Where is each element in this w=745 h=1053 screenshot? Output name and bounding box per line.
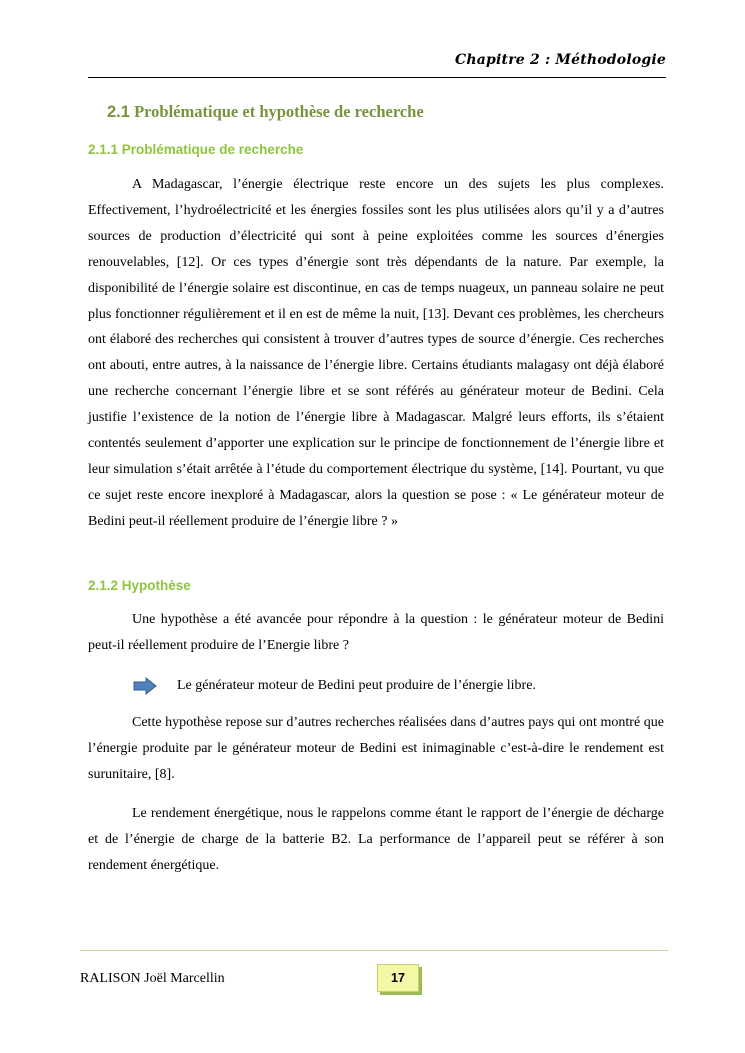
paragraph-hypothese-basis: Cette hypothèse repose sur d’autres recherches réalisées dans d’autres pays qui ont montré que l’énergie produite par le générateur moteur de Bedini est inimaginable c’est-à-dire le rendement est surunitaire, [8]. xyxy=(88,715,664,782)
hypothesis-bullet xyxy=(133,675,536,697)
running-header: Chapitre 2 : Méthodologie xyxy=(455,52,666,68)
section-heading xyxy=(107,102,424,122)
footer-author: RALISON Joël Marcellin xyxy=(80,971,225,986)
paragraph-rendement: Le rendement énergétique, nous le rappelons comme étant le rapport de l’énergie de décharge et de l’énergie de charge de la batterie B2. La performance de l’appareil peut se référer à son rendement énergétique. xyxy=(88,806,664,873)
header-rule xyxy=(88,77,666,78)
subsection-heading-hypothese: 2.1.2 Hypothèse xyxy=(88,578,191,593)
section-number: 2.1 xyxy=(107,103,130,121)
subsection-heading-problematique: 2.1.1 Problématique de recherche xyxy=(88,142,304,157)
paragraph-hypothese-intro: Une hypothèse a été avancée pour répondre à la question : le générateur moteur de Bedini peut-il réellement produire de l’Energie libre ? xyxy=(88,612,664,653)
paragraph-problematique: A Madagascar, l’énergie électrique reste encore un des sujets les plus complexes. Effectivement, l’hydroélectricité et les énergies fossiles sont les plus utilisées alors qu’il y a d’autres sources de production d’électricité qui sont à peine exploitées comme les sources d’énergies renouvelables, [12]. Or ces types d’énergie sont très dépendants de la nature. Par exemple, la disponibilité de l’énergie solaire est discontinue, en cas de temps nuageux, un panneau solaire ne peut plus fonctionner régulièrement et il en est de même la nuit, [13]. Devant ces problèmes, les chercheurs ont élaboré des recherches qui consistent à trouver d’autres types de source d’énergie. Ces recherches ont abouti, entre autres, à la naissance de l’énergie libre. Certains étudiants malagasy ont déjà élaboré une recherche concernant l’énergie libre et se sont référés au générateur moteur de Bedini. Cela justifie l’existence de la notion de l’énergie libre à Madagascar. Malgré leurs efforts, ils s’étaient contentés seulement d’apporter une explication sur le principe de fonctionnement de l’énergie libre et leur simulation s’était arrêtée à l’étude du comportement électrique du système, [14]. Pourtant, vu que ce sujet reste encore inexploré à Madagascar, alors la question se pose : « Le générateur moteur de Bedini peut-il réellement produire de l’énergie libre ? » xyxy=(88,177,664,529)
section-title: Problématique et hypothèse de recherche xyxy=(134,102,424,121)
hypothesis-bullet-text: Le générateur moteur de Bedini peut produire de l’énergie libre. xyxy=(177,678,536,693)
right-arrow-icon xyxy=(133,677,157,695)
footer-rule xyxy=(80,950,668,951)
page-number-box: 17 xyxy=(377,964,419,992)
